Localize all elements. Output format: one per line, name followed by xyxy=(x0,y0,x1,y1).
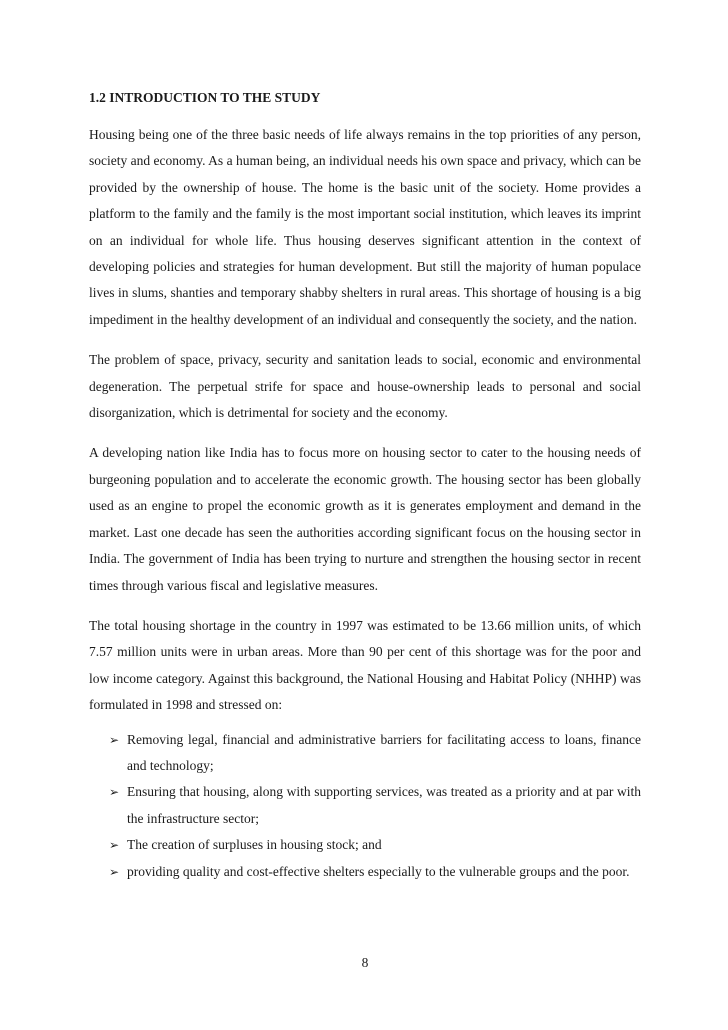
paragraph-4: The total housing shortage in the country in 1997 was estimated to be 13.66 million units, of which 7.57 million units were in urban areas. More than 90 per cent of this shortage was for the poor and low income category. Against this background, the National Housing and Habitat Policy (NHHP) was formulated in 1998 and stressed on: xyxy=(89,617,641,713)
bullet-list xyxy=(89,727,641,885)
list-item-text: providing quality and cost-effective shelters especially to the vulnerable groups and the poor. xyxy=(127,863,630,879)
list-item-text: Ensuring that housing, along with supporting services, was treated as a priority and at par with the infrastructure sector; xyxy=(127,784,641,826)
list-item xyxy=(109,779,641,832)
list-item xyxy=(109,832,641,858)
page-number: 8 xyxy=(361,955,369,970)
paragraph-3: A developing nation like India has to focus more on housing sector to cater to the housing needs of burgeoning population and to accelerate the economic growth. The housing sector has been globally used as an engine to propel the economic growth as it is generates employment and demand in the market. Last one decade has seen the authorities according significant focus on the housing sector in India. The government of India has been trying to nurture and strengthen the housing sector in recent times through various fiscal and legislative measures. xyxy=(89,445,641,593)
section-heading: 1.2 INTRODUCTION TO THE STUDY xyxy=(89,90,321,105)
list-item xyxy=(109,859,641,885)
arrow-bullet-icon: ➢ xyxy=(109,785,120,800)
arrow-bullet-icon: ➢ xyxy=(109,864,120,879)
paragraph-2: The problem of space, privacy, security and sanitation leads to social, economic and environmental degeneration. The perpetual strife for space and house-ownership leads to personal and social disorganization, which is detrimental for society and the economy. xyxy=(89,352,641,421)
arrow-bullet-icon: ➢ xyxy=(109,732,120,747)
list-item-text: Removing legal, financial and administrative barriers for facilitating access to loans, finance and technology; xyxy=(127,731,641,773)
list-item-text: The creation of surpluses in housing stock; and xyxy=(127,837,382,853)
body-text xyxy=(89,122,641,885)
paragraph-1: Housing being one of the three basic needs of life always remains in the top priorities of any person, society and economy. As a human being, an individual needs his own space and privacy, which can be provided by the ownership of house. The home is the basic unit of the society. Home provides a platform to the family and the family is the most important social institution, which leaves its imprint on an individual for whole life. Thus housing deserves significant attention in the context of developing policies and strategies for human development. But still the majority of human populace lives in slums, shanties and temporary shabby shelters in rural areas. This shortage of housing is a big impediment in the healthy development of an individual and consequently the society, and the nation. xyxy=(89,127,641,327)
arrow-bullet-icon: ➢ xyxy=(109,838,120,853)
document-page xyxy=(89,0,641,1030)
list-item xyxy=(109,727,641,780)
